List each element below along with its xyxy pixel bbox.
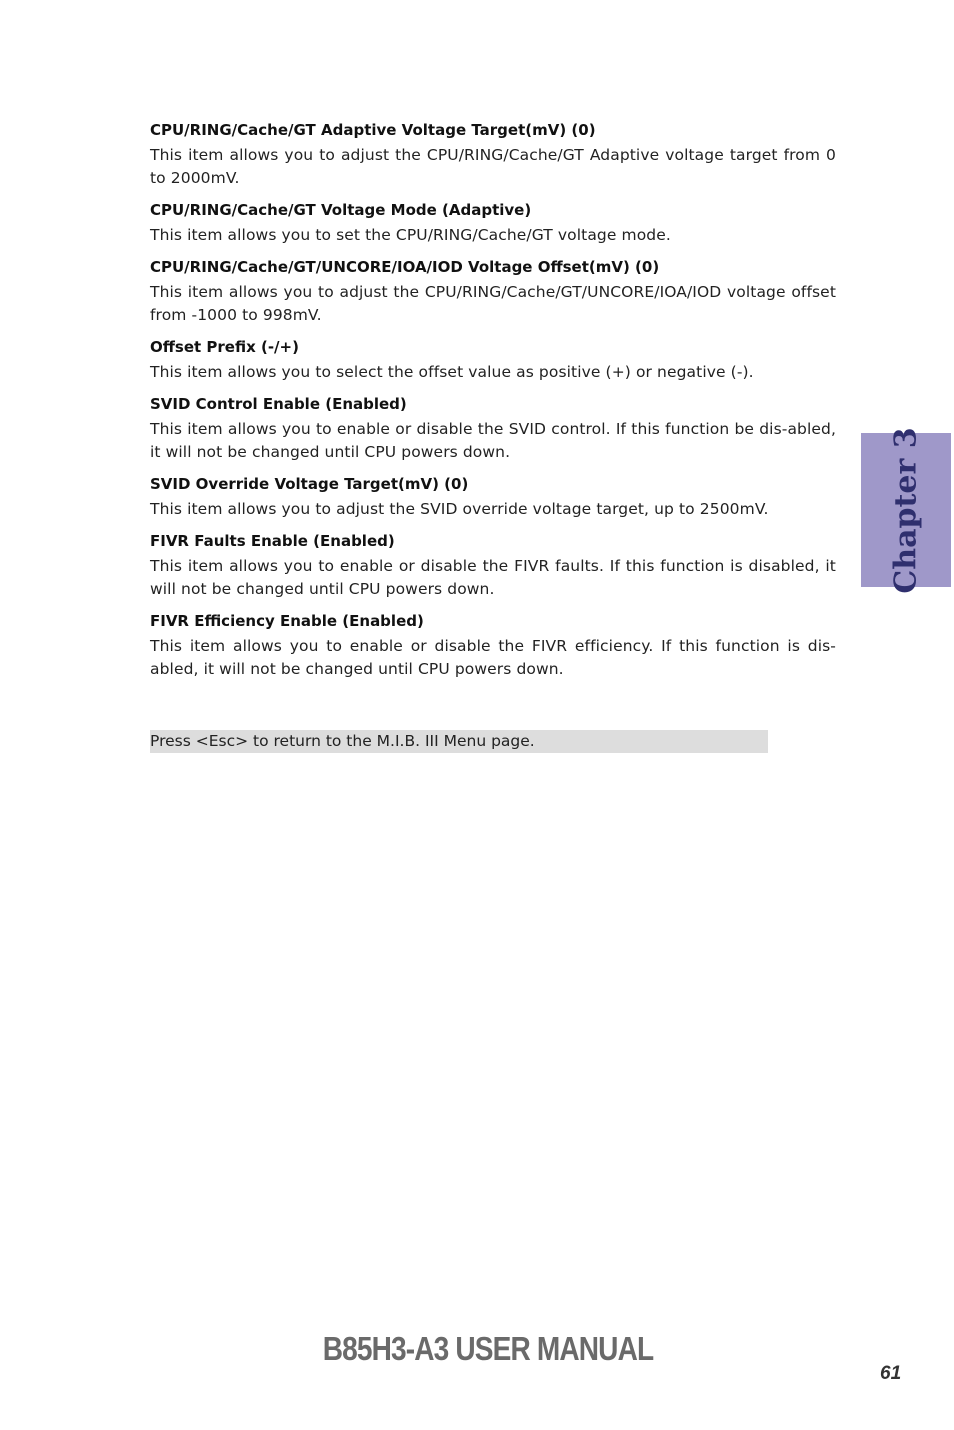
section-fivr-efficiency — [150, 610, 836, 681]
section-description: This item allows you to set the CPU/RING/Cache/GT voltage mode. — [150, 226, 671, 244]
section-svid-control — [150, 393, 836, 464]
section-heading: Offset Prefix (-/+) — [150, 338, 299, 356]
manual-title: B85H3-A3 USER MANUAL — [322, 1330, 654, 1367]
section-svid-override — [150, 473, 836, 521]
section-heading: SVID Control Enable (Enabled) — [150, 395, 407, 413]
section-voltage-mode — [150, 199, 836, 247]
section-heading: CPU/RING/Cache/GT Adaptive Voltage Target(mV) (0) — [150, 121, 596, 139]
chapter-label: Chapter 3 — [888, 426, 924, 594]
section-heading: CPU/RING/Cache/GT Voltage Mode (Adaptive) — [150, 201, 532, 219]
section-heading: FIVR Efficiency Enable (Enabled) — [150, 612, 424, 630]
section-description: This item allows you to adjust the CPU/RING/Cache/GT Adaptive voltage target from 0 to 2000mV. — [150, 146, 836, 187]
section-description: This item allows you to adjust the CPU/RING/Cache/GT/UNCORE/IOA/IOD voltage offset from -1000 to 998mV. — [150, 283, 836, 324]
section-heading: FIVR Faults Enable (Enabled) — [150, 532, 395, 550]
section-fivr-faults — [150, 530, 836, 601]
section-description: This item allows you to adjust the SVID override voltage target, up to 2500mV. — [150, 500, 769, 518]
section-description: This item allows you to enable or disable the FIVR faults. If this function is disabled, it will not be changed until CPU powers down. — [150, 557, 836, 598]
section-adaptive-voltage-target — [150, 119, 836, 190]
section-heading: SVID Override Voltage Target(mV) (0) — [150, 475, 469, 493]
section-voltage-offset — [150, 256, 836, 327]
manual-content — [150, 119, 836, 690]
section-offset-prefix — [150, 336, 836, 384]
section-description: This item allows you to enable or disable the SVID control. If this function be dis-abled, it will not be changed until CPU powers down. — [150, 420, 836, 461]
chapter-tab — [861, 426, 951, 594]
section-heading: CPU/RING/Cache/GT/UNCORE/IOA/IOD Voltage Offset(mV) (0) — [150, 258, 660, 276]
page-number: 61 — [880, 1363, 902, 1384]
section-description: This item allows you to enable or disable the FIVR efficiency. If this function is dis-abled, it will not be changed until CPU powers down. — [150, 637, 836, 678]
section-description: This item allows you to select the offset value as positive (+) or negative (-). — [150, 363, 754, 381]
esc-return-note: Press <Esc> to return to the M.I.B. III Menu page. — [150, 730, 768, 753]
